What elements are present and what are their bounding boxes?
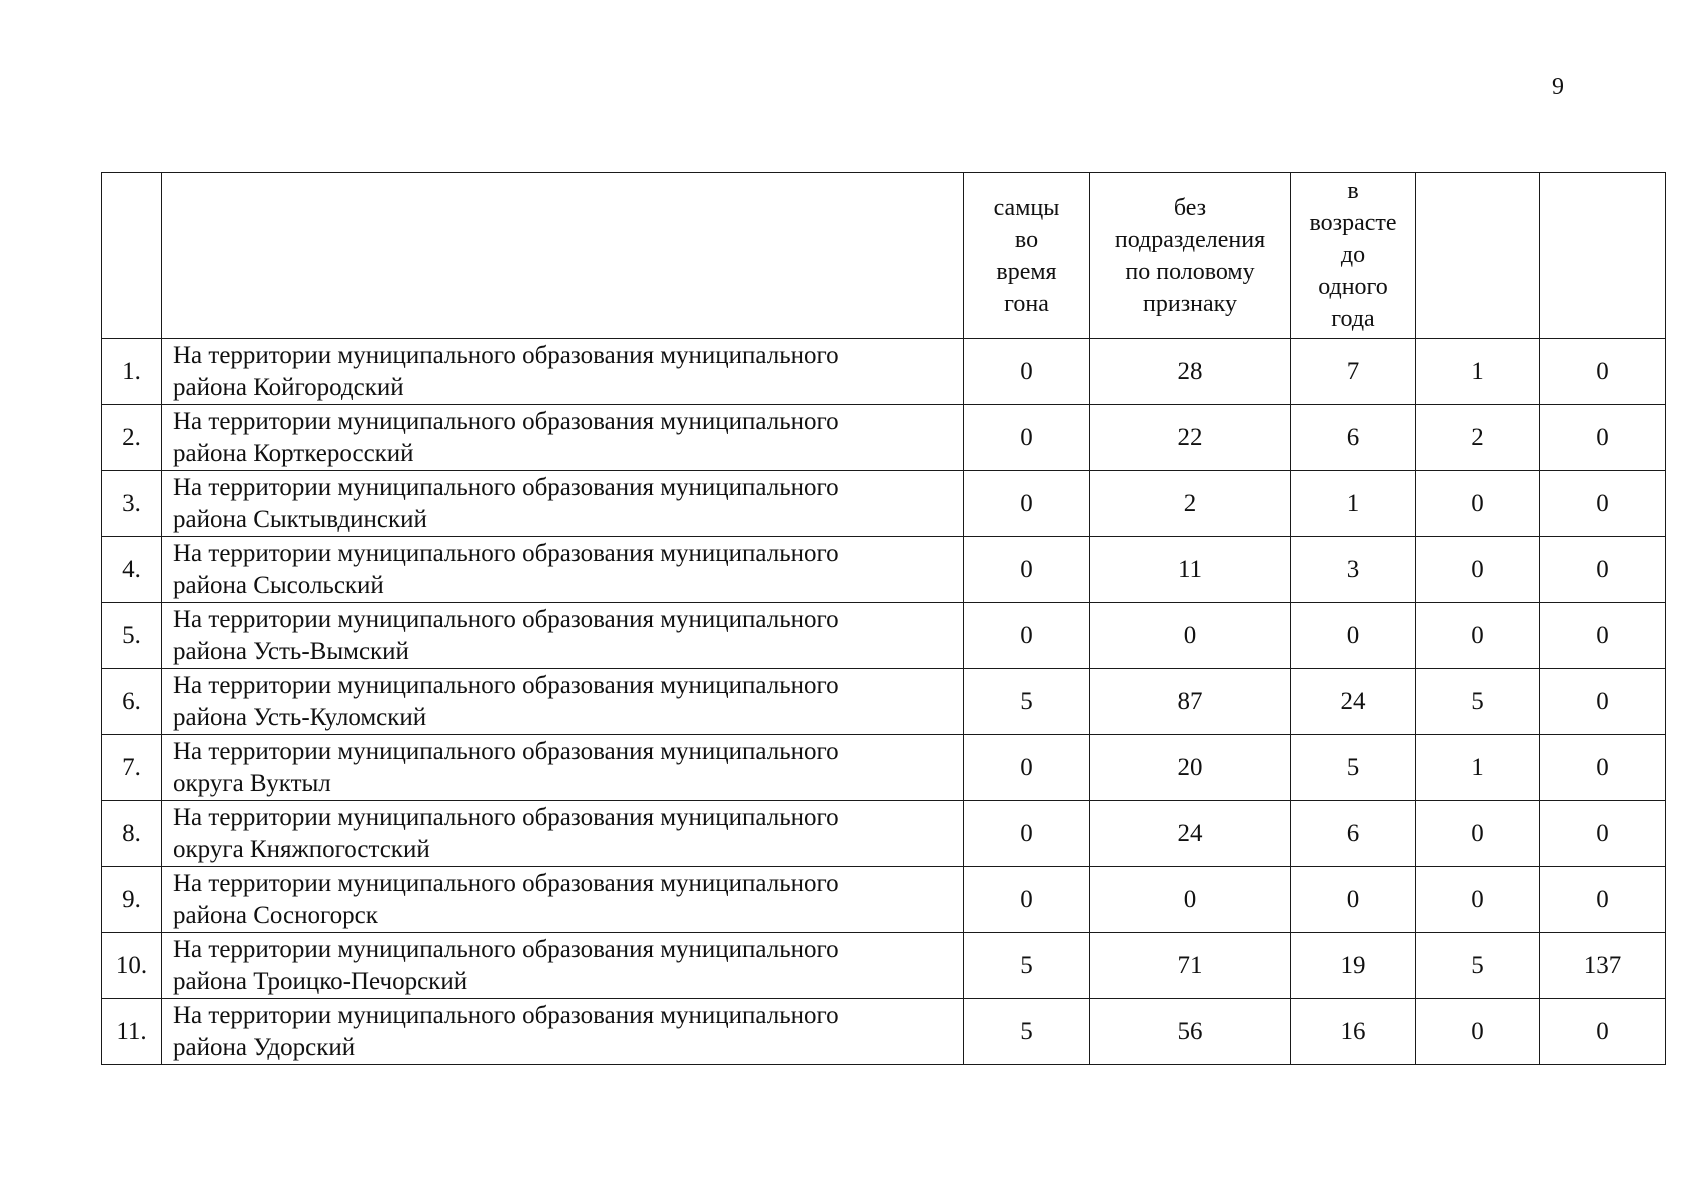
males-value: 0 — [964, 867, 1090, 933]
males-value: 5 — [964, 933, 1090, 999]
males-value: 0 — [964, 801, 1090, 867]
header-no-sex-label: без подразделения по половому признаку — [1114, 194, 1266, 317]
no-sex-value: 28 — [1090, 339, 1291, 405]
col5-value: 5 — [1416, 933, 1540, 999]
municipality-name-cell — [162, 999, 964, 1065]
no-sex-value: 20 — [1090, 735, 1291, 801]
municipality-name-cell — [162, 471, 964, 537]
col5-value: 1 — [1416, 339, 1540, 405]
municipality-name-cell — [162, 537, 964, 603]
row-number: 4. — [102, 537, 162, 603]
municipality-name-line1: На территории муниципального образования муниципального — [173, 935, 839, 963]
municipality-name-cell — [162, 801, 964, 867]
table-row — [102, 867, 1666, 933]
row-number: 6. — [102, 669, 162, 735]
header-no-sex-cell — [1090, 173, 1291, 339]
males-value: 0 — [964, 339, 1090, 405]
municipality-name-line1: На территории муниципального образования муниципального — [173, 737, 839, 765]
municipality-name-line2: района Сыктывдинский — [173, 505, 427, 533]
table-row — [102, 933, 1666, 999]
municipality-name-line1: На территории муниципального образования муниципального — [173, 1001, 839, 1029]
row-number: 9. — [102, 867, 162, 933]
col6-value: 0 — [1540, 801, 1666, 867]
young-value: 7 — [1291, 339, 1416, 405]
municipality-name-cell — [162, 735, 964, 801]
table-row — [102, 537, 1666, 603]
col5-value: 0 — [1416, 999, 1540, 1065]
municipality-name-cell — [162, 405, 964, 471]
row-number: 5. — [102, 603, 162, 669]
young-value: 6 — [1291, 801, 1416, 867]
table-row — [102, 669, 1666, 735]
col6-value: 0 — [1540, 603, 1666, 669]
municipality-name-line1: На территории муниципального образования муниципального — [173, 407, 839, 435]
municipality-name-line2: района Троицко-Печорский — [173, 967, 468, 995]
table-header-row — [102, 173, 1666, 339]
header-num-cell — [102, 173, 162, 339]
municipality-name-cell — [162, 669, 964, 735]
no-sex-value: 22 — [1090, 405, 1291, 471]
municipality-name-line2: округа Вуктыл — [173, 769, 331, 797]
col5-value: 2 — [1416, 405, 1540, 471]
hunting-quota-table — [101, 172, 1666, 1065]
no-sex-value: 11 — [1090, 537, 1291, 603]
municipality-name-cell — [162, 933, 964, 999]
young-value: 6 — [1291, 405, 1416, 471]
municipality-name-line1: На территории муниципального образования муниципального — [173, 605, 839, 633]
page-number: 9 — [1552, 74, 1564, 100]
table-row — [102, 603, 1666, 669]
males-value: 5 — [964, 999, 1090, 1065]
table-body — [102, 339, 1666, 1065]
row-number: 1. — [102, 339, 162, 405]
municipality-name-line2: района Сысольский — [173, 571, 384, 599]
municipality-name-line1: На территории муниципального образования муниципального — [173, 341, 839, 369]
col5-value: 0 — [1416, 801, 1540, 867]
col6-value: 0 — [1540, 999, 1666, 1065]
header-young-cell — [1291, 173, 1416, 339]
table-row — [102, 405, 1666, 471]
municipality-name-line2: района Сосногорск — [173, 901, 378, 929]
header-col6-cell — [1540, 173, 1666, 339]
young-value: 16 — [1291, 999, 1416, 1065]
young-value: 5 — [1291, 735, 1416, 801]
table-row — [102, 999, 1666, 1065]
col6-value: 0 — [1540, 339, 1666, 405]
col5-value: 0 — [1416, 867, 1540, 933]
municipality-name-line2: района Усть-Вымский — [173, 637, 409, 665]
municipality-name-line1: На территории муниципального образования муниципального — [173, 803, 839, 831]
row-number: 8. — [102, 801, 162, 867]
young-value: 19 — [1291, 933, 1416, 999]
col6-value: 0 — [1540, 471, 1666, 537]
males-value: 5 — [964, 669, 1090, 735]
municipality-name-line1: На территории муниципального образования муниципального — [173, 473, 839, 501]
municipality-name-line2: округа Княжпогостский — [173, 835, 430, 863]
header-young-label: в возрасте до одного года — [1309, 178, 1397, 332]
young-value: 1 — [1291, 471, 1416, 537]
municipality-name-line2: района Койгородский — [173, 373, 404, 401]
municipality-name-cell — [162, 339, 964, 405]
no-sex-value: 0 — [1090, 867, 1291, 933]
no-sex-value: 24 — [1090, 801, 1291, 867]
header-males-cell — [964, 173, 1090, 339]
males-value: 0 — [964, 537, 1090, 603]
young-value: 24 — [1291, 669, 1416, 735]
table-row — [102, 339, 1666, 405]
col5-value: 0 — [1416, 471, 1540, 537]
municipality-name-line1: На территории муниципального образования муниципального — [173, 539, 839, 567]
col5-value: 0 — [1416, 537, 1540, 603]
municipality-name-line2: района Усть-Куломский — [173, 703, 427, 731]
municipality-name-line2: района Удорский — [173, 1033, 356, 1061]
males-value: 0 — [964, 405, 1090, 471]
young-value: 3 — [1291, 537, 1416, 603]
young-value: 0 — [1291, 603, 1416, 669]
municipality-name-line2: района Корткеросский — [173, 439, 414, 467]
table-row — [102, 801, 1666, 867]
municipality-name-cell — [162, 867, 964, 933]
col6-value: 0 — [1540, 735, 1666, 801]
header-name-cell — [162, 173, 964, 339]
header-col5-cell — [1416, 173, 1540, 339]
header-males-label: самцы во время гона — [993, 194, 1060, 317]
table-row — [102, 735, 1666, 801]
no-sex-value: 56 — [1090, 999, 1291, 1065]
row-number: 2. — [102, 405, 162, 471]
col6-value: 0 — [1540, 867, 1666, 933]
col5-value: 1 — [1416, 735, 1540, 801]
no-sex-value: 71 — [1090, 933, 1291, 999]
table-row — [102, 471, 1666, 537]
young-value: 0 — [1291, 867, 1416, 933]
col6-value: 0 — [1540, 537, 1666, 603]
col5-value: 0 — [1416, 603, 1540, 669]
row-number: 7. — [102, 735, 162, 801]
col6-value: 0 — [1540, 669, 1666, 735]
municipality-name-line1: На территории муниципального образования муниципального — [173, 671, 839, 699]
municipality-name-line1: На территории муниципального образования муниципального — [173, 869, 839, 897]
males-value: 0 — [964, 471, 1090, 537]
col6-value: 137 — [1540, 933, 1666, 999]
no-sex-value: 87 — [1090, 669, 1291, 735]
males-value: 0 — [964, 603, 1090, 669]
row-number: 11. — [102, 999, 162, 1065]
col6-value: 0 — [1540, 405, 1666, 471]
no-sex-value: 2 — [1090, 471, 1291, 537]
row-number: 10. — [102, 933, 162, 999]
col5-value: 5 — [1416, 669, 1540, 735]
municipality-name-cell — [162, 603, 964, 669]
males-value: 0 — [964, 735, 1090, 801]
no-sex-value: 0 — [1090, 603, 1291, 669]
row-number: 3. — [102, 471, 162, 537]
